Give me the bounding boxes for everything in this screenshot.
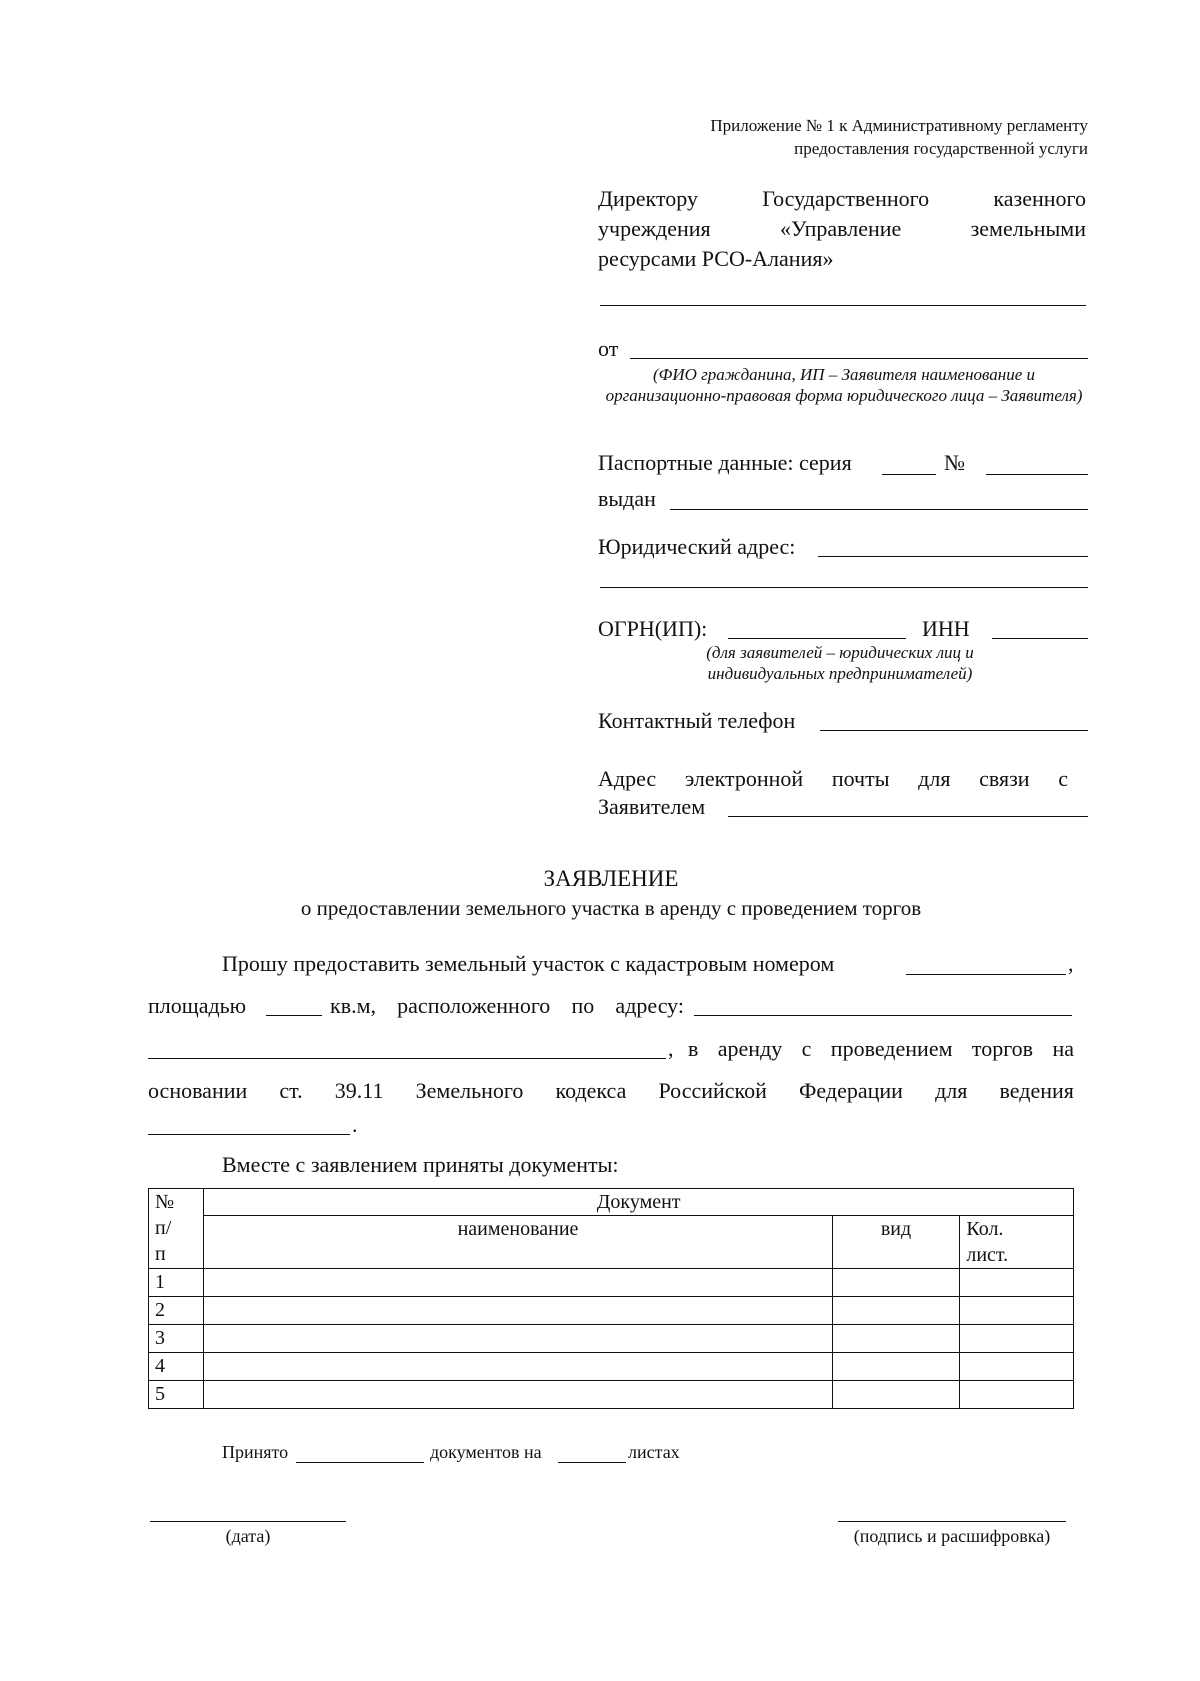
area-label: площадью	[148, 993, 247, 1018]
request-text-line-1: Прошу предоставить земельный участок с кадастровым номером	[222, 951, 835, 976]
phone-field[interactable]	[820, 730, 1088, 731]
issued-label: выдан	[598, 486, 656, 511]
date-field[interactable]	[150, 1521, 346, 1522]
basis-word: кодекса	[555, 1078, 627, 1103]
basis-word: 39.11	[334, 1078, 384, 1103]
phone-label: Контактный телефон	[598, 708, 796, 733]
document-subtitle: о предоставлении земельного участка в аренду с проведением торгов	[300, 896, 922, 920]
row-number: 4	[149, 1353, 204, 1381]
col-number-header-line: №	[155, 1191, 175, 1213]
row-name-cell[interactable]	[204, 1269, 832, 1297]
basis-word: ст.	[279, 1078, 303, 1103]
appendix-line-2: предоставления государственной услуги	[794, 139, 1088, 158]
basis-word: ведения	[999, 1078, 1074, 1103]
email-word: для	[918, 766, 951, 791]
row-kind-cell[interactable]	[832, 1269, 960, 1297]
email-word: с	[1058, 766, 1068, 791]
issued-field[interactable]	[670, 509, 1088, 510]
legal-address-field-line-2[interactable]	[600, 587, 1088, 588]
col-document-header: Документ	[204, 1189, 1074, 1216]
addressee-word: Государственного	[762, 186, 930, 211]
addressee-word: казенного	[993, 186, 1086, 211]
inn-label: ИНН	[922, 616, 970, 641]
ogrn-note-line-2: индивидуальных предпринимателей)	[707, 664, 973, 683]
basis-word: основании	[148, 1078, 248, 1103]
email-line-2: Заявителем	[598, 794, 706, 819]
row-kind-cell[interactable]	[832, 1297, 960, 1325]
address-label: кв.м, расположенного по адресу:	[330, 993, 684, 1018]
addressee-line-1	[598, 184, 1086, 213]
address-field[interactable]	[694, 1015, 1072, 1016]
row-count-cell[interactable]	[960, 1269, 1074, 1297]
date-caption: (дата)	[225, 1526, 271, 1546]
legal-address-label: Юридический адрес:	[598, 534, 796, 559]
passport-label: Паспортные данные: серия	[598, 450, 852, 475]
col-count-header	[960, 1216, 1074, 1269]
table-row	[149, 1381, 1074, 1409]
accepted-label: Принято	[222, 1442, 289, 1462]
basis-word: для	[935, 1078, 968, 1103]
email-word: Адрес	[598, 766, 657, 791]
row-kind-cell[interactable]	[832, 1353, 960, 1381]
col-number-header-line: п	[155, 1243, 166, 1265]
signature-caption: (подпись и расшифровка)	[853, 1526, 1051, 1546]
addressee-word: учреждения	[598, 216, 711, 241]
email-field[interactable]	[728, 816, 1088, 817]
row-number: 3	[149, 1325, 204, 1353]
row-kind-cell[interactable]	[832, 1381, 960, 1409]
passport-no-label: №	[944, 450, 965, 475]
col-kind-header: вид	[832, 1216, 960, 1269]
addressee-line-2	[598, 214, 1086, 243]
docs-intro: Вместе с заявлением приняты документы:	[222, 1152, 619, 1177]
row-count-cell[interactable]	[960, 1297, 1074, 1325]
basis-word: Российской	[658, 1078, 767, 1103]
from-note: (ФИО гражданина, ИП – Заявителя наименование и организационно-правовая форма юридического лица – Заявителя)	[605, 365, 1083, 405]
basis-word: Федерации	[799, 1078, 903, 1103]
passport-series-field[interactable]	[882, 474, 936, 475]
col-count-header-line: Кол.	[966, 1218, 1004, 1240]
document-title: ЗАЯВЛЕНИЕ	[543, 866, 679, 891]
sheets-count-field[interactable]	[558, 1462, 626, 1463]
email-word: электронной	[684, 766, 804, 791]
email-word: связи	[979, 766, 1030, 791]
row-count-cell[interactable]	[960, 1353, 1074, 1381]
passport-number-field[interactable]	[986, 474, 1088, 475]
ogrn-label: ОГРН(ИП):	[598, 616, 708, 641]
from-label: от	[598, 336, 619, 361]
addressee-word: земельными	[970, 216, 1086, 241]
row-number: 1	[149, 1269, 204, 1297]
signature-field[interactable]	[838, 1521, 1066, 1522]
addressee-word: «Управление	[779, 216, 902, 241]
accepted-count-field[interactable]	[296, 1462, 424, 1463]
from-blank-line[interactable]	[630, 358, 1088, 359]
col-count-header-line: лист.	[966, 1244, 1009, 1266]
sheets-label: листах	[628, 1442, 680, 1462]
ogrn-field[interactable]	[728, 638, 906, 639]
row-count-cell[interactable]	[960, 1325, 1074, 1353]
table-row	[149, 1269, 1074, 1297]
address-comma: ,	[668, 1036, 674, 1061]
email-word: почты	[831, 766, 890, 791]
table-row	[149, 1353, 1074, 1381]
cadastral-number-field[interactable]	[906, 974, 1066, 975]
col-number-header	[149, 1189, 204, 1269]
purpose-dot: .	[352, 1112, 358, 1137]
lease-text: в аренду с проведением торгов на	[688, 1036, 1074, 1061]
col-number-header-line: п/	[155, 1217, 172, 1239]
request-comma: ,	[1068, 951, 1074, 976]
documents-table	[148, 1188, 1074, 1409]
row-name-cell[interactable]	[204, 1325, 832, 1353]
email-line-1	[598, 764, 1068, 793]
row-name-cell[interactable]	[204, 1297, 832, 1325]
addressee-line-3: ресурсами РСО-Алания»	[598, 246, 834, 271]
table-row	[149, 1325, 1074, 1353]
area-field[interactable]	[266, 1015, 322, 1016]
basis-line	[148, 1076, 1074, 1105]
inn-field[interactable]	[992, 638, 1088, 639]
row-number: 5	[149, 1381, 204, 1409]
row-name-cell[interactable]	[204, 1381, 832, 1409]
address-field-line-2[interactable]	[148, 1058, 666, 1059]
row-count-cell[interactable]	[960, 1381, 1074, 1409]
addressee-blank-line[interactable]	[600, 305, 1086, 306]
addressee-word: Директору	[598, 186, 698, 211]
row-number: 2	[149, 1297, 204, 1325]
appendix-line-1: Приложение № 1 к Административному регламенту	[710, 116, 1088, 135]
basis-word: Земельного	[415, 1078, 524, 1103]
purpose-field[interactable]	[148, 1134, 350, 1135]
docs-on-label: документов на	[430, 1442, 542, 1462]
row-name-cell[interactable]	[204, 1353, 832, 1381]
row-kind-cell[interactable]	[832, 1325, 960, 1353]
ogrn-note-line-1: (для заявителей – юридических лиц и	[706, 643, 974, 662]
table-row	[149, 1297, 1074, 1325]
col-name-header: наименование	[204, 1216, 832, 1269]
legal-address-field[interactable]	[818, 556, 1088, 557]
